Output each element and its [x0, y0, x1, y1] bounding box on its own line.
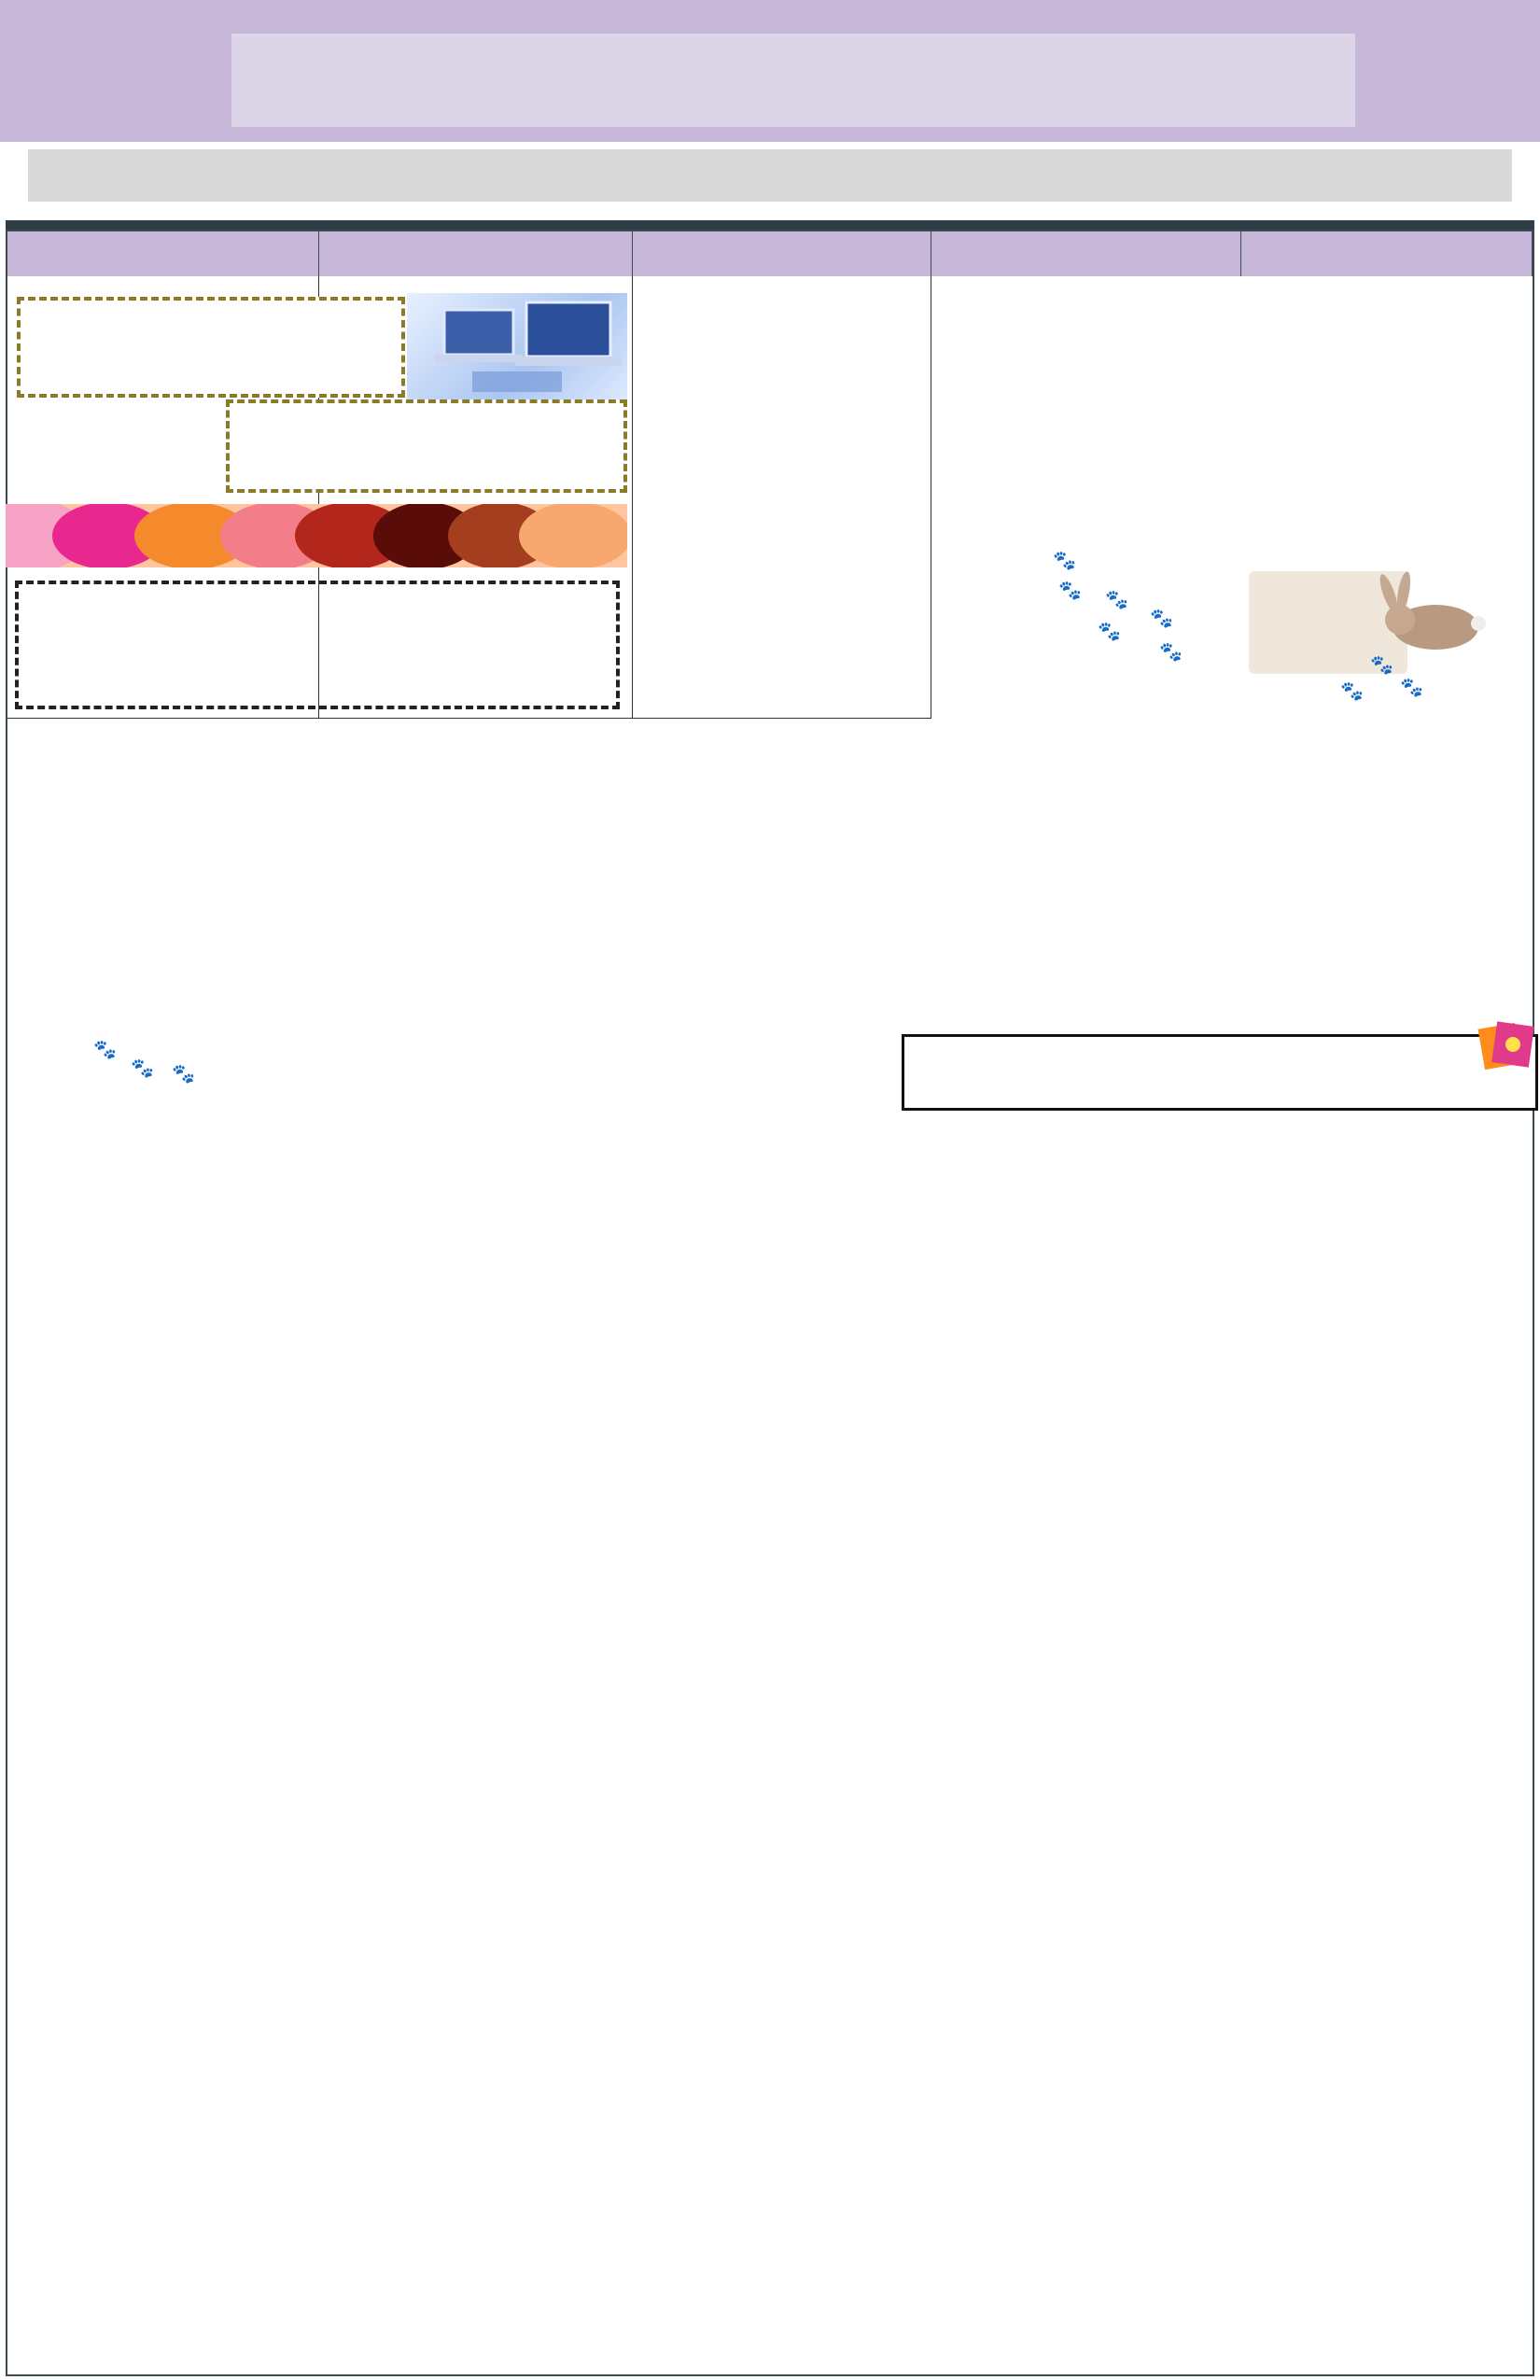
legend-box [15, 581, 620, 709]
rabbit-illustration [1249, 567, 1519, 706]
day-header-friday [1241, 231, 1533, 276]
day-cell [633, 276, 931, 719]
calendar-top-strip [6, 220, 1534, 230]
tech-connect-schedule [226, 399, 627, 493]
subtitle-box [28, 149, 1512, 202]
day-header-thursday [931, 231, 1241, 276]
saturday-event-box [902, 1034, 1538, 1111]
tech-connect-ad [17, 297, 405, 398]
title-box [231, 34, 1355, 127]
day-header-tuesday [319, 231, 633, 276]
bingo-card-icon [1477, 1018, 1537, 1071]
day-header-wednesday [633, 231, 931, 276]
decorative-color-band [6, 504, 627, 567]
laptop-illustration-icon [407, 293, 627, 401]
day-header-monday [7, 231, 319, 276]
